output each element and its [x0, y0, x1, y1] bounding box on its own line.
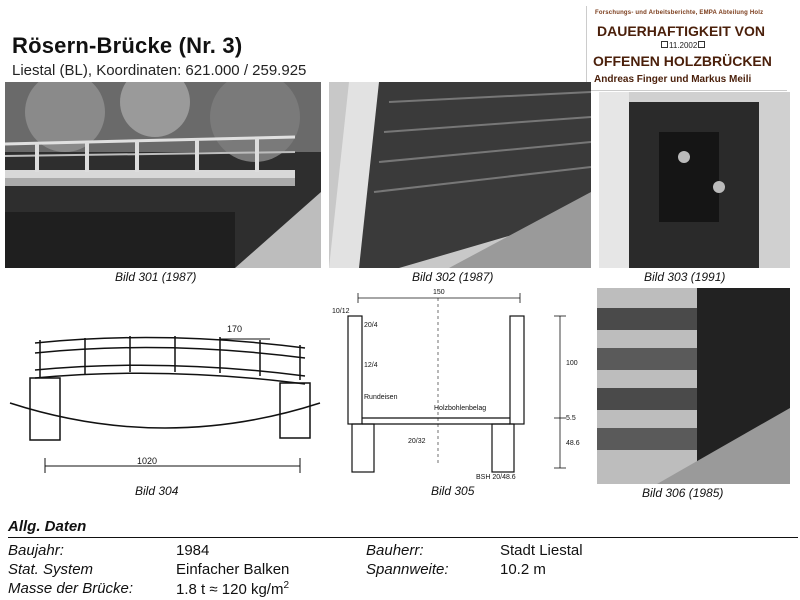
page-subtitle: Liestal (BL), Koordinaten: 621.000 / 259.925: [12, 62, 307, 79]
caption-bild-302: Bild 302 (1987): [412, 270, 494, 284]
masse-exponent: 2: [283, 580, 290, 591]
caption-bild-303: Bild 303 (1991): [644, 270, 726, 284]
photo-weathered-beam: [597, 288, 790, 484]
masse-value-text: 1.8 t ≈ 120 kg/m: [176, 581, 284, 598]
label-10-12: 10/12: [332, 308, 350, 315]
bauherr-label: Bauherr:: [366, 542, 424, 559]
baujahr-value: 1984: [176, 542, 210, 559]
series-label: Forschungs- und Arbeitsberichte, EMPA Abteilung Holz: [595, 10, 764, 16]
label-20-32: 20/32: [408, 438, 426, 445]
section-heading: Allg. Daten: [8, 518, 87, 535]
label-100: 100: [566, 360, 578, 367]
publication-banner: [586, 6, 787, 91]
label-holzbohlenbelag: Holzbohlenbelag: [434, 405, 487, 412]
spannweite-value: 10.2 m: [500, 561, 546, 578]
photo-bridge-side: [5, 82, 321, 268]
caption-bild-301: Bild 301 (1987): [115, 270, 197, 284]
baujahr-label: Baujahr:: [8, 542, 64, 559]
dim-width-label: 150: [433, 289, 445, 296]
spannweite-label: Spannweite:: [366, 561, 449, 578]
label-rundeisen: Rundeisen: [364, 394, 398, 401]
caption-bild-305: Bild 305: [431, 484, 475, 498]
selection-handle-icon: [661, 41, 668, 48]
section-divider: [8, 537, 798, 538]
photo-bridge-underside: [329, 82, 591, 268]
label-5-5: 5.5: [566, 415, 576, 422]
banner-title-line2: OFFENEN HOLZBRÜCKEN: [593, 53, 772, 69]
system-label: Stat. System: [8, 561, 94, 578]
dim-top-label: 170: [227, 324, 243, 334]
page-title: Rösern-Brücke (Nr. 3): [12, 33, 243, 58]
drawing-elevation: [5, 318, 325, 483]
label-bsh: BSH 20/48.6: [476, 474, 516, 481]
label-12-4: 12/4: [364, 362, 378, 369]
selection-handle-icon: [698, 41, 705, 48]
banner-authors: Andreas Finger und Markus Meili: [594, 74, 752, 85]
system-value: Einfacher Balken: [176, 561, 290, 578]
banner-date: [661, 41, 705, 50]
photo-connection-detail: [599, 92, 790, 268]
dim-span-label: 1020: [137, 456, 158, 466]
masse-label: Masse der Brücke:: [8, 580, 134, 597]
banner-date-text: 11.2002: [669, 41, 698, 50]
bauherr-value: Stadt Liestal: [500, 542, 583, 559]
label-48-6: 48.6: [566, 440, 580, 447]
drawing-cross-section: [330, 288, 592, 484]
caption-bild-306: Bild 306 (1985): [642, 486, 724, 500]
masse-value: [176, 580, 289, 598]
label-20-4: 20/4: [364, 322, 378, 329]
caption-bild-304: Bild 304: [135, 484, 179, 498]
banner-title-line1: DAUERHAFTIGKEIT VON: [597, 23, 765, 39]
